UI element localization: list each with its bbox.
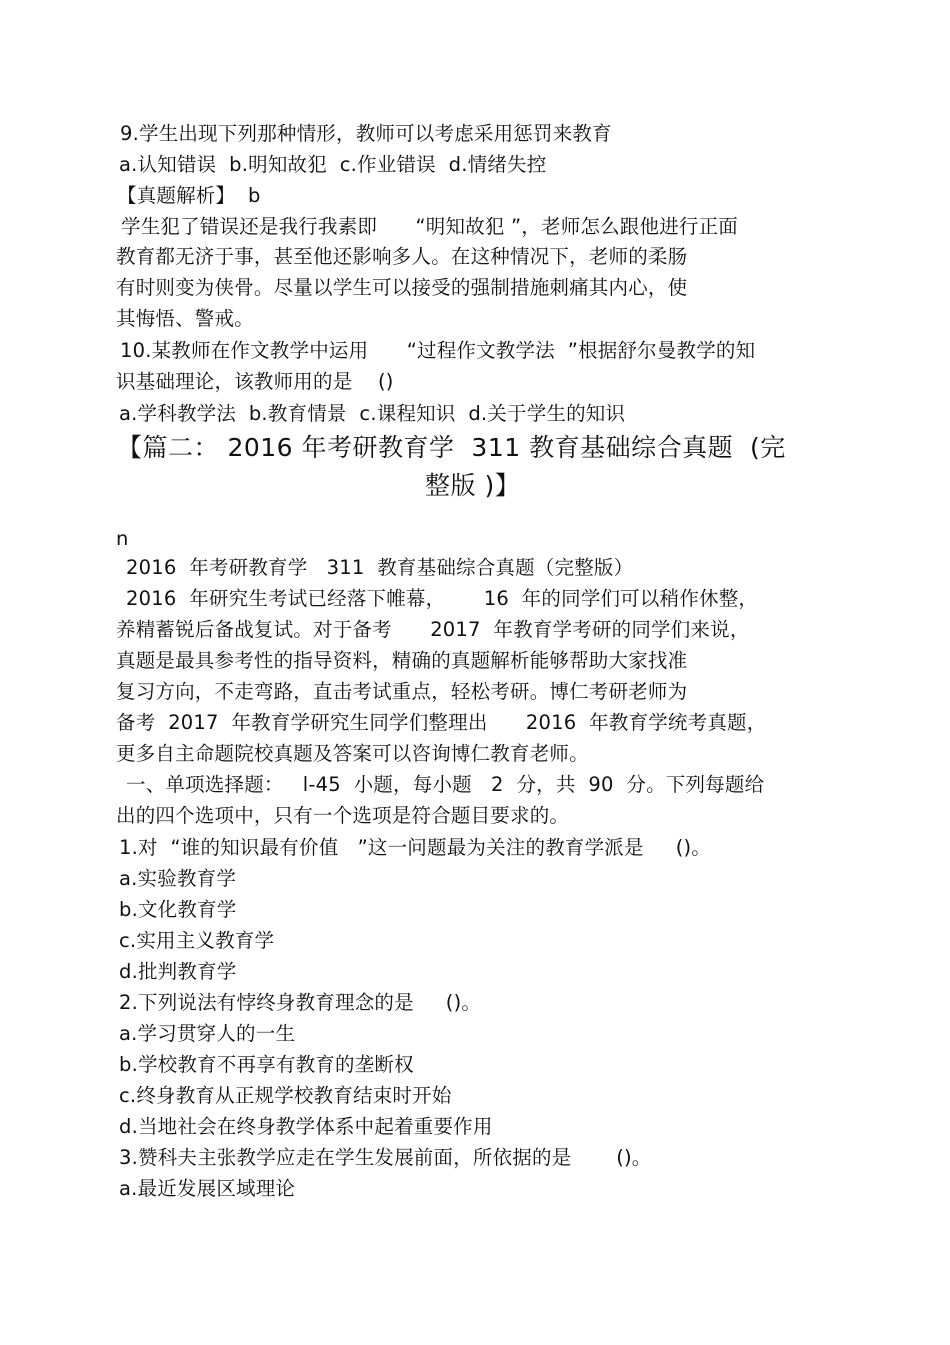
intro-line: 养精蓄锐后备战复试。对于备考 2017 年教育学考研的同学们来说， (116, 618, 750, 641)
question-1-option: d.批判教育学 (119, 960, 237, 983)
question-1-option: b.文化教育学 (119, 898, 237, 921)
intro-line: 真题是最具参考性的指导资料，精确的真题解析能够帮助大家找准 (116, 649, 688, 672)
section-heading-line-2: 整版 )】 (425, 471, 521, 500)
question-9-options: a.认知错误 b.明知故犯 c.作业错误 d.情绪失控 (119, 153, 547, 176)
question-2-stem: 2.下列说法有悖终身教育理念的是 ()。 (119, 991, 482, 1014)
question-9-analysis-line: 学生犯了错误还是我行我素即 “明知故犯 ”，老师怎么跟他进行正面 (121, 215, 738, 238)
question-2-option: c.终身教育从正规学校教育结束时开始 (119, 1084, 452, 1107)
question-1-option: a.实验教育学 (119, 867, 237, 890)
question-9-answer: 【真题解析】 b (117, 184, 261, 207)
question-9-analysis-line: 有时则变为侠骨。尽量以学生可以接受的强制措施刺痛其内心，使 (116, 276, 688, 299)
intro-line: 更多自主命题院校真题及答案可以咨询博仁教育老师。 (116, 742, 589, 765)
question-2-option: a.学习贯穿人的一生 (119, 1022, 296, 1045)
subtitle: 2016 年考研教育学 311 教育基础综合真题（完整版） (126, 556, 634, 579)
question-9-analysis-line: 教育都无济于事，甚至他还影响多人。在这种情况下，老师的柔肠 (116, 245, 688, 268)
question-10-stem-line: 10.某教师在作文教学中运用 “过程作文教学法 ”根据舒尔曼教学的知 (120, 339, 756, 362)
question-3-option: a.最近发展区域理论 (119, 1177, 296, 1200)
question-9-stem: 9.学生出现下列那种情形，教师可以考虑采用惩罚来教育 (120, 122, 612, 145)
question-9-analysis-line: 其悔悟、警戒。 (116, 307, 254, 330)
stray-character: n (116, 527, 129, 550)
instructions-line: 出的四个选项中，只有一个选项是符合题目要求的。 (116, 804, 570, 827)
intro-line: 2016 年研究生考试已经落下帷幕， 16 年的同学们可以稍作休整， (126, 587, 759, 610)
question-10-stem-line: 识基础理论，该教师用的是 () (116, 370, 394, 393)
question-2-option: d.当地社会在终身教学体系中起着重要作用 (119, 1115, 493, 1138)
question-1-stem: 1.对 “谁的知识最有价值 ”这一问题最为关注的教育学派是 ()。 (119, 836, 712, 859)
instructions-line: 一、单项选择题： l-45 小题，每小题 2 分，共 90 分。下列每题给 (126, 773, 765, 796)
question-10-options: a.学科教学法 b.教育情景 c.课程知识 d.关于学生的知识 (119, 402, 626, 425)
intro-line: 备考 2017 年教育学研究生同学们整理出 2016 年教育学统考真题， (116, 711, 767, 734)
question-2-option: b.学校教育不再享有教育的垄断权 (119, 1053, 414, 1076)
intro-line: 复习方向，不走弯路，直击考试重点，轻松考研。博仁考研老师为 (116, 680, 688, 703)
question-3-stem: 3.赞科夫主张教学应走在学生发展前面，所依据的是 ()。 (119, 1146, 652, 1169)
section-heading-line-1: 【篇二： 2016 年考研教育学 311 教育基础综合真题 (完 (117, 433, 786, 462)
question-1-option: c.实用主义教育学 (119, 929, 275, 952)
